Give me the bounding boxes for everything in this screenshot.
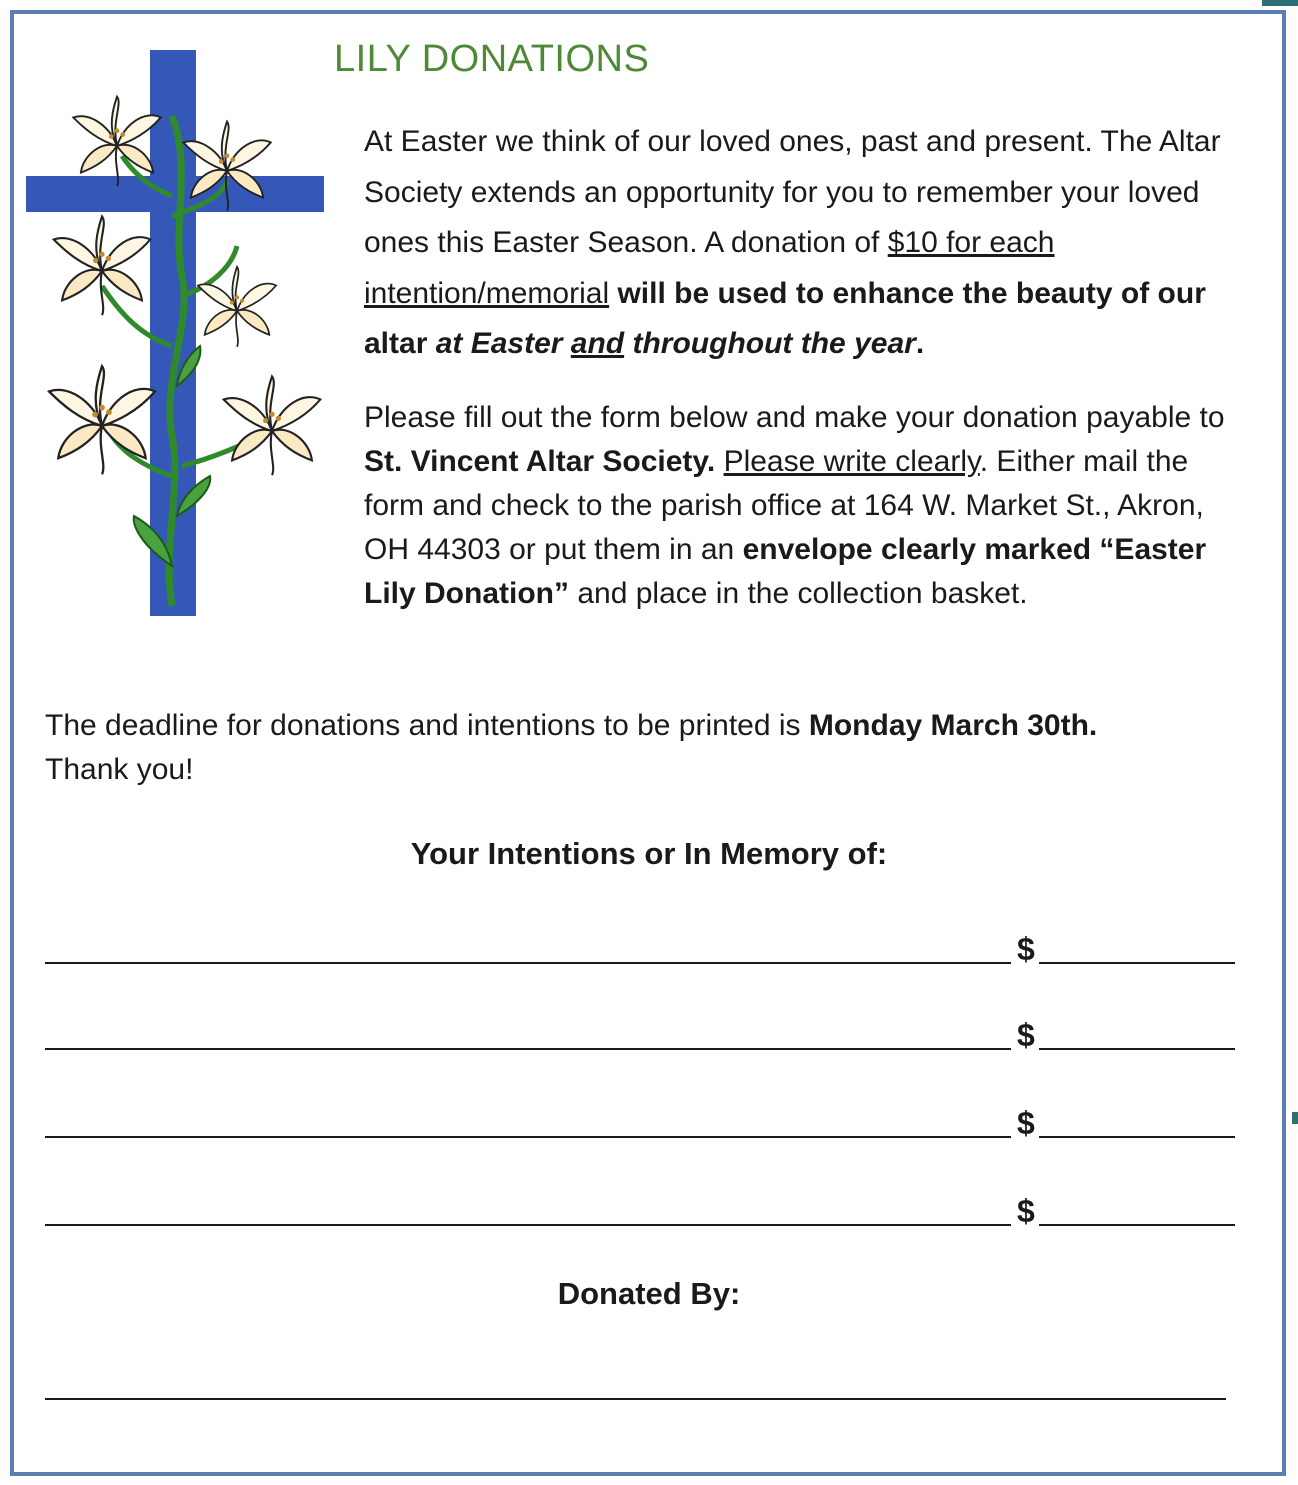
- intention-amount-line[interactable]: [1039, 1136, 1235, 1138]
- thank-you-text: Thank you!: [45, 753, 194, 786]
- dollar-sign: $: [1017, 1017, 1035, 1053]
- envelope-note: envelope clearly marked “Easter Lily Donation”: [364, 533, 1207, 610]
- intention-name-line[interactable]: [45, 1224, 1011, 1226]
- intention-amount-line[interactable]: [1039, 962, 1235, 964]
- intentions-heading: Your Intentions or In Memory of:: [410, 836, 888, 871]
- intention-name-line[interactable]: [45, 1136, 1011, 1138]
- intro-and-text: and: [570, 327, 625, 361]
- instructions-paragraph: [364, 396, 1252, 616]
- instructions-text-2: . Either mail the form and check to the parish office at 164 W. Market St., Akron, OH 44303 or put them in an: [364, 445, 1204, 566]
- corner-mark: [1262, 0, 1298, 6]
- intention-amount-line[interactable]: [1039, 1048, 1235, 1050]
- cross-with-lilies-illustration: [22, 46, 332, 626]
- intro-text: At Easter we think of our loved ones, past and present. The Altar Society extends an opportunity for you to remember your loved ones this Easter Season. A donation of: [364, 125, 1221, 260]
- instructions-text-1: Please fill out the form below and make your donation payable to: [364, 401, 1225, 434]
- intention-row: [45, 1182, 1235, 1229]
- intro-paragraph: [364, 117, 1252, 370]
- intro-year-text: throughout the year: [624, 327, 916, 361]
- intention-name-line[interactable]: [45, 1048, 1011, 1050]
- intention-row: [45, 1094, 1235, 1141]
- intention-row: [45, 1006, 1235, 1053]
- dollar-sign: $: [1017, 931, 1035, 967]
- deadline-date: Monday March 30th.: [808, 709, 1098, 742]
- intention-amount-line[interactable]: [1039, 1224, 1235, 1226]
- side-mark: [1292, 1112, 1298, 1124]
- intention-row: [45, 920, 1235, 967]
- intention-name-line[interactable]: [45, 962, 1011, 964]
- donation-amount-text: $10 for each intention/memorial: [364, 226, 1055, 310]
- write-clearly-note: Please write clearly: [723, 445, 980, 478]
- donated-by-heading: Donated By:: [557, 1276, 741, 1311]
- deadline-text: The deadline for donations and intentions to be printed is: [45, 709, 809, 742]
- deadline-paragraph: [45, 704, 1265, 792]
- intro-bold-italic-text: at Easter: [435, 327, 571, 361]
- donated-by-line[interactable]: [45, 1398, 1226, 1400]
- dollar-sign: $: [1017, 1105, 1035, 1141]
- instructions-text-3: and place in the collection basket.: [569, 577, 1028, 610]
- instructions-space: [715, 445, 723, 478]
- intro-bold-text: will be used to enhance the beauty of our altar: [364, 276, 1206, 361]
- page-title: LILY DONATIONS: [334, 38, 650, 80]
- dollar-sign: $: [1017, 1193, 1035, 1229]
- intro-period: .: [915, 327, 925, 361]
- payee-name: St. Vincent Altar Society.: [364, 445, 716, 478]
